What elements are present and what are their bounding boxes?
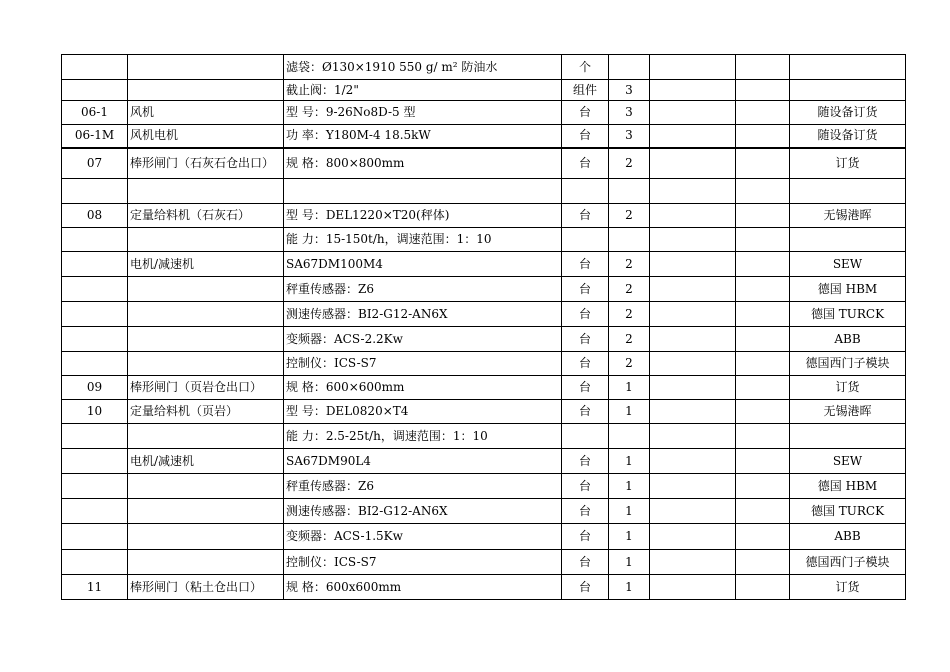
qty-cell: 2 (609, 302, 650, 327)
qty-cell: 1 (609, 550, 650, 575)
blank-cell-b (736, 101, 790, 125)
unit-cell: 个 (562, 55, 609, 80)
item-no-cell: 10 (62, 400, 128, 424)
blank-cell-a (650, 474, 736, 499)
spec-cell: 截止阀：1/2" (284, 80, 562, 101)
spec-cell: 控制仪：ICS-S7 (284, 550, 562, 575)
remark-cell: 德国 HBM (790, 474, 906, 499)
name-cell: 电机/减速机 (128, 449, 284, 474)
unit-cell: 台 (562, 449, 609, 474)
unit-cell: 台 (562, 252, 609, 277)
name-cell (128, 179, 284, 204)
table-row (62, 302, 906, 327)
table-row (62, 125, 906, 148)
blank-cell-b (736, 575, 790, 600)
blank-cell-a (650, 252, 736, 277)
table-row (62, 228, 906, 252)
remark-cell: 德国西门子模块 (790, 352, 906, 376)
qty-cell: 1 (609, 449, 650, 474)
blank-cell-a (650, 125, 736, 148)
blank-cell-b (736, 302, 790, 327)
remark-cell: 德国 TURCK (790, 499, 906, 524)
name-cell (128, 327, 284, 352)
blank-cell-b (736, 376, 790, 400)
blank-cell-a (650, 204, 736, 228)
blank-cell-b (736, 179, 790, 204)
blank-cell-a (650, 228, 736, 252)
item-no-cell: 08 (62, 204, 128, 228)
table-row (62, 449, 906, 474)
qty-cell (609, 55, 650, 80)
table-row (62, 376, 906, 400)
unit-cell: 台 (562, 352, 609, 376)
remark-cell (790, 424, 906, 449)
remark-cell (790, 55, 906, 80)
remark-cell: ABB (790, 524, 906, 550)
spec-cell: 型 号：9-26No8D-5 型 (284, 101, 562, 125)
blank-cell-b (736, 204, 790, 228)
table-row (62, 101, 906, 125)
qty-cell: 1 (609, 575, 650, 600)
name-cell: 棒形闸门（页岩仓出口） (128, 376, 284, 400)
unit-cell: 台 (562, 277, 609, 302)
name-cell: 风机电机 (128, 125, 284, 148)
blank-cell-b (736, 550, 790, 575)
item-no-cell (62, 499, 128, 524)
name-cell: 棒形闸门（石灰石仓出口） (128, 148, 284, 179)
blank-cell-a (650, 424, 736, 449)
qty-cell: 3 (609, 80, 650, 101)
blank-cell-b (736, 80, 790, 101)
blank-cell-a (650, 277, 736, 302)
item-no-cell (62, 302, 128, 327)
blank-cell-b (736, 449, 790, 474)
item-no-cell (62, 550, 128, 575)
unit-cell: 台 (562, 148, 609, 179)
unit-cell: 台 (562, 101, 609, 125)
qty-cell: 3 (609, 125, 650, 148)
table-row (62, 204, 906, 228)
unit-cell: 台 (562, 204, 609, 228)
spec-cell: 测速传感器：BI2-G12-AN6X (284, 499, 562, 524)
spec-cell: 功 率：Y180M-4 18.5kW (284, 125, 562, 148)
unit-cell: 台 (562, 550, 609, 575)
blank-cell-a (650, 327, 736, 352)
blank-cell-a (650, 148, 736, 179)
table-body (62, 55, 906, 600)
item-no-cell: 06-1 (62, 101, 128, 125)
remark-cell (790, 179, 906, 204)
blank-cell-b (736, 424, 790, 449)
name-cell (128, 499, 284, 524)
remark-cell: 无锡港晖 (790, 400, 906, 424)
unit-cell: 台 (562, 575, 609, 600)
blank-cell-a (650, 101, 736, 125)
blank-cell-b (736, 148, 790, 179)
table-row (62, 474, 906, 499)
table-row (62, 252, 906, 277)
qty-cell (609, 179, 650, 204)
spec-cell: 测速传感器：BI2-G12-AN6X (284, 302, 562, 327)
spec-cell: SA67DM100M4 (284, 252, 562, 277)
table-row (62, 80, 906, 101)
remark-cell: 订货 (790, 575, 906, 600)
unit-cell: 台 (562, 327, 609, 352)
blank-cell-b (736, 400, 790, 424)
qty-cell: 2 (609, 352, 650, 376)
name-cell (128, 424, 284, 449)
remark-cell: 德国 TURCK (790, 302, 906, 327)
blank-cell-b (736, 228, 790, 252)
name-cell (128, 302, 284, 327)
unit-cell (562, 424, 609, 449)
unit-cell: 台 (562, 524, 609, 550)
table-row (62, 424, 906, 449)
name-cell (128, 474, 284, 499)
spec-cell: 能 力：2.5-25t/h，调速范围：1：10 (284, 424, 562, 449)
table-row (62, 55, 906, 80)
blank-cell-b (736, 277, 790, 302)
unit-cell: 台 (562, 376, 609, 400)
qty-cell: 1 (609, 376, 650, 400)
remark-cell: 随设备订货 (790, 125, 906, 148)
qty-cell: 1 (609, 474, 650, 499)
blank-cell-a (650, 80, 736, 101)
blank-cell-b (736, 125, 790, 148)
name-cell: 风机 (128, 101, 284, 125)
item-no-cell (62, 252, 128, 277)
unit-cell (562, 179, 609, 204)
spec-cell: 规 格：600x600mm (284, 575, 562, 600)
spec-cell: 型 号：DEL1220×T20(秤体) (284, 204, 562, 228)
item-no-cell (62, 277, 128, 302)
table-row (62, 352, 906, 376)
blank-cell-b (736, 524, 790, 550)
spec-cell: 型 号：DEL0820×T4 (284, 400, 562, 424)
name-cell: 定量给料机（页岩） (128, 400, 284, 424)
remark-cell: 订货 (790, 376, 906, 400)
spec-cell: 滤袋：Ø130×1910 550 g/ m² 防油水 (284, 55, 562, 80)
qty-cell: 2 (609, 204, 650, 228)
blank-cell-b (736, 252, 790, 277)
item-no-cell (62, 352, 128, 376)
item-no-cell (62, 449, 128, 474)
blank-cell-a (650, 302, 736, 327)
item-no-cell (62, 327, 128, 352)
spec-cell: 规 格：600×600mm (284, 376, 562, 400)
blank-cell-a (650, 550, 736, 575)
spec-cell: 变频器：ACS-1.5Kw (284, 524, 562, 550)
unit-cell: 组件 (562, 80, 609, 101)
remark-cell: SEW (790, 252, 906, 277)
table-row (62, 327, 906, 352)
unit-cell: 台 (562, 125, 609, 148)
item-no-cell: 09 (62, 376, 128, 400)
spec-cell: 秤重传感器：Z6 (284, 474, 562, 499)
remark-cell: 德国西门子模块 (790, 550, 906, 575)
blank-cell-b (736, 327, 790, 352)
spec-cell: 秤重传感器：Z6 (284, 277, 562, 302)
qty-cell: 3 (609, 101, 650, 125)
name-cell (128, 550, 284, 575)
blank-cell-a (650, 55, 736, 80)
qty-cell: 2 (609, 277, 650, 302)
unit-cell: 台 (562, 499, 609, 524)
qty-cell: 2 (609, 327, 650, 352)
remark-cell (790, 80, 906, 101)
blank-cell-a (650, 400, 736, 424)
spec-cell (284, 179, 562, 204)
name-cell: 定量给料机（石灰石） (128, 204, 284, 228)
table-row (62, 277, 906, 302)
spec-cell: SA67DM90L4 (284, 449, 562, 474)
item-no-cell (62, 179, 128, 204)
equipment-table (61, 54, 906, 600)
blank-cell-a (650, 449, 736, 474)
remark-cell: 随设备订货 (790, 101, 906, 125)
qty-cell: 1 (609, 400, 650, 424)
name-cell (128, 524, 284, 550)
blank-cell-a (650, 179, 736, 204)
name-cell: 棒形闸门（粘土仓出口） (128, 575, 284, 600)
blank-cell-a (650, 524, 736, 550)
item-no-cell (62, 474, 128, 499)
blank-cell-b (736, 55, 790, 80)
item-no-cell: 06-1M (62, 125, 128, 148)
name-cell (128, 228, 284, 252)
blank-cell-a (650, 575, 736, 600)
table-row (62, 400, 906, 424)
blank-cell-a (650, 376, 736, 400)
table-row (62, 499, 906, 524)
item-no-cell (62, 524, 128, 550)
name-cell (128, 277, 284, 302)
remark-cell (790, 228, 906, 252)
name-cell: 电机/减速机 (128, 252, 284, 277)
table-row (62, 524, 906, 550)
unit-cell: 台 (562, 302, 609, 327)
unit-cell: 台 (562, 474, 609, 499)
spec-cell: 能 力：15-150t/h，调速范围：1：10 (284, 228, 562, 252)
unit-cell (562, 228, 609, 252)
blank-cell-b (736, 352, 790, 376)
spec-cell: 规 格：800×800mm (284, 148, 562, 179)
name-cell (128, 55, 284, 80)
qty-cell (609, 228, 650, 252)
remark-cell: SEW (790, 449, 906, 474)
remark-cell: 德国 HBM (790, 277, 906, 302)
item-no-cell (62, 424, 128, 449)
qty-cell: 2 (609, 252, 650, 277)
item-no-cell: 07 (62, 148, 128, 179)
qty-cell: 2 (609, 148, 650, 179)
item-no-cell (62, 228, 128, 252)
blank-cell-b (736, 499, 790, 524)
unit-cell: 台 (562, 400, 609, 424)
table-row (62, 148, 906, 179)
item-no-cell: 11 (62, 575, 128, 600)
remark-cell: 订货 (790, 148, 906, 179)
blank-cell-a (650, 499, 736, 524)
remark-cell: ABB (790, 327, 906, 352)
remark-cell: 无锡港晖 (790, 204, 906, 228)
item-no-cell (62, 55, 128, 80)
name-cell (128, 80, 284, 101)
table-row (62, 550, 906, 575)
table-row (62, 179, 906, 204)
qty-cell: 1 (609, 499, 650, 524)
name-cell (128, 352, 284, 376)
table-row (62, 575, 906, 600)
spec-cell: 变频器：ACS-2.2Kw (284, 327, 562, 352)
blank-cell-b (736, 474, 790, 499)
qty-cell (609, 424, 650, 449)
blank-cell-a (650, 352, 736, 376)
item-no-cell (62, 80, 128, 101)
spec-cell: 控制仪：ICS-S7 (284, 352, 562, 376)
qty-cell: 1 (609, 524, 650, 550)
